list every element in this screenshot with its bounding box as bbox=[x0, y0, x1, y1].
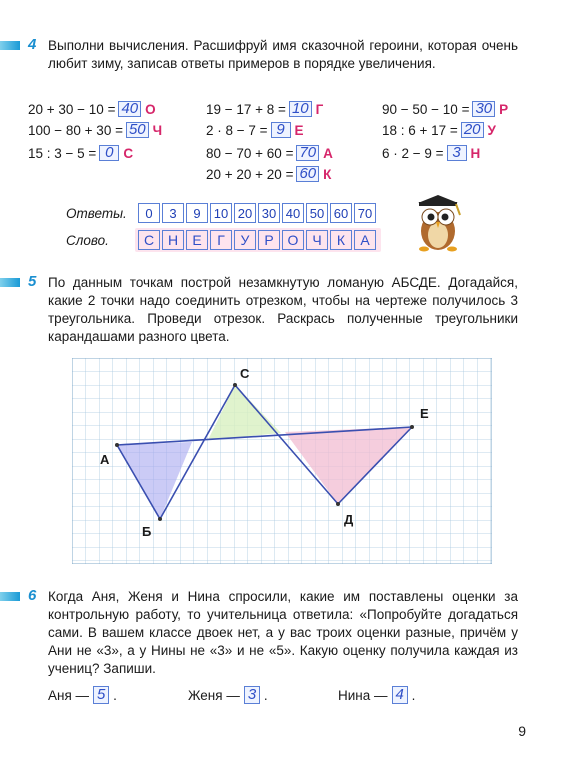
word-cell: К bbox=[330, 230, 352, 250]
grade-answer: Нина — 4 . bbox=[338, 686, 416, 703]
grade-box: 4 bbox=[392, 686, 408, 704]
grade-answer: Женя — 3 . bbox=[188, 686, 268, 703]
word-cell: О bbox=[282, 230, 304, 250]
task-number: 5 bbox=[28, 273, 37, 290]
task-text: Выполни вычисления. Расшифруй имя сказочной героини, которая очень любит зиму, записав ответы примеров в порядке увеличения. bbox=[48, 38, 518, 71]
equation: 90 − 50 − 10 = 30 Р bbox=[382, 100, 509, 117]
answer-box: 3 bbox=[447, 145, 467, 161]
equation: 80 − 70 + 60 = 70 А bbox=[206, 144, 333, 161]
point-label: Е bbox=[420, 406, 429, 421]
answers-label: Ответы. bbox=[66, 206, 127, 221]
word-row bbox=[135, 228, 381, 252]
equation: 6 · 2 − 9 = 3 Н bbox=[382, 144, 481, 161]
task-marker bbox=[0, 592, 20, 601]
word-cell: А bbox=[354, 230, 376, 250]
answer-cell: 10 bbox=[210, 203, 232, 223]
answer-box: 40 bbox=[118, 101, 141, 117]
word-cell: Ч bbox=[306, 230, 328, 250]
answer-box: 9 bbox=[271, 122, 291, 138]
point-label: Б bbox=[142, 524, 152, 539]
answer-cell: 50 bbox=[306, 203, 328, 223]
word-cell: У bbox=[234, 230, 256, 250]
word-cell: Г bbox=[210, 230, 232, 250]
point-label: Д bbox=[344, 512, 354, 527]
task-number: 6 bbox=[28, 587, 37, 604]
grade-box: 3 bbox=[244, 686, 260, 704]
task-marker bbox=[0, 278, 20, 287]
answer-cell: 40 bbox=[282, 203, 304, 223]
page-number: 9 bbox=[518, 723, 526, 739]
grade-answer: Аня — 5 . bbox=[48, 686, 117, 703]
word-cell: Н bbox=[162, 230, 184, 250]
answer-box: 70 bbox=[296, 145, 319, 161]
word-label: Слово. bbox=[66, 233, 109, 248]
point-label: А bbox=[100, 452, 110, 467]
answer-box: 30 bbox=[472, 101, 495, 117]
answer-cell: 70 bbox=[354, 203, 376, 223]
equation: 18 : 6 + 17 = 20 У bbox=[382, 121, 496, 138]
equation: 20 + 30 − 10 = 40 О bbox=[28, 100, 156, 117]
owl-icon bbox=[410, 193, 466, 253]
grade-box: 5 bbox=[93, 686, 109, 704]
answer-cell: 30 bbox=[258, 203, 280, 223]
answer-box: 10 bbox=[289, 101, 312, 117]
word-cell: С bbox=[138, 230, 160, 250]
equation: 100 − 80 + 30 = 50 Ч bbox=[28, 121, 163, 138]
point-label: С bbox=[240, 366, 250, 381]
answer-box: 60 bbox=[296, 166, 319, 182]
answer-box: 50 bbox=[126, 122, 149, 138]
drawing-grid bbox=[72, 358, 492, 564]
task-text: По данным точкам построй незамкнутую ломаную АБСДЕ. Догадайся, какие 2 точки надо соединить отрезком, чтобы на чертеже получилось 3 треугольника. Проведи отрезок. Раскрась полученные треугольники карандашами разного цвета. bbox=[48, 275, 518, 344]
answer-cell: 9 bbox=[186, 203, 208, 223]
equation: 20 + 20 + 20 = 60 К bbox=[206, 165, 332, 182]
equation: 15 : 3 − 5 = 0 С bbox=[28, 144, 134, 161]
word-cell: Е bbox=[186, 230, 208, 250]
answer-box: 0 bbox=[99, 145, 119, 161]
answer-cell: 60 bbox=[330, 203, 352, 223]
answer-cell: 20 bbox=[234, 203, 256, 223]
task-marker bbox=[0, 41, 20, 50]
task-text: Когда Аня, Женя и Нина спросили, какие им поставлены оценки за контрольную работу, то учительница ответила: «Попробуйте догадаться сами. В вашем классе двоек нет, а у вас троих оценки разные, причём у Ани не «3», а у Нины не «3» и не «5». Какую оценку получила каждая из учениц? Запиши. bbox=[48, 589, 518, 676]
equation: 19 − 17 + 8 = 10 Г bbox=[206, 100, 324, 117]
task-number: 4 bbox=[28, 36, 37, 53]
answer-box: 20 bbox=[461, 122, 484, 138]
word-cell: Р bbox=[258, 230, 280, 250]
equation: 2 · 8 − 7 = 9 Е bbox=[206, 121, 304, 138]
answer-cell: 3 bbox=[162, 203, 184, 223]
answers-row bbox=[138, 203, 378, 223]
answer-cell: 0 bbox=[138, 203, 160, 223]
